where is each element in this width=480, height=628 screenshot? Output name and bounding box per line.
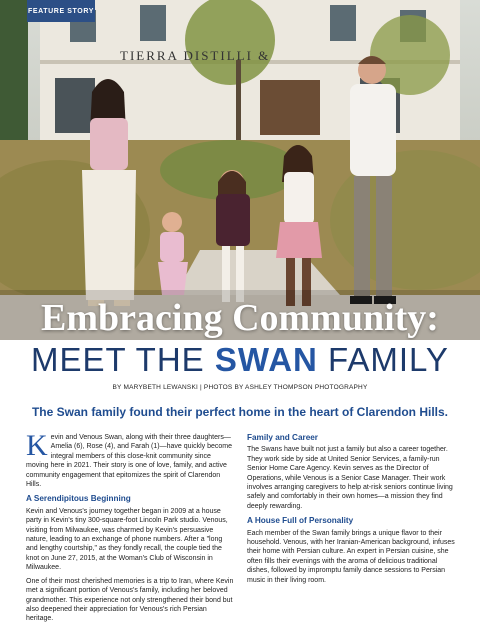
title-part1: MEET THE (31, 341, 215, 378)
article-title (0, 343, 480, 376)
section-heading-personality: A House Full of Personality (247, 516, 354, 526)
column-right (247, 433, 455, 589)
paragraph: Kevin and Venous's journey together began in 2009 at a house party in Kevin's tiny 300-square-foot Lincoln Park studio. Venous, visiting from Milwaukee, was charmed by Kevin's persuasive nature, leading to an exchange of phone numbers. After a "long and lengthy courtship," as they fondly recall, the couple tied the knot on June 27, 2015, at the Woman's Club of Wisconsin in Milwaukee. (26, 507, 228, 572)
title-part2: SWAN (214, 341, 318, 378)
paragraph: One of their most cherished memories is a trip to Iran, where Kevin met a significant portion of Venous's family, including her beloved grandmother. This experience not only strengthened their bond but also deepened their appreciation for Venous's rich Persian heritage. (26, 577, 234, 623)
paragraph: Each member of the Swan family brings a unique flavor to their household. Venous, with her Iranian-American background, infuses their home with Persian culture. An expert in Persian cuisine, she often fills their evenings with the aroma of delicious traditional dishes, followed by impromptu family dance sessions to Persian music in their living room. (247, 529, 455, 584)
section-heading-family-career: Family and Career (247, 433, 318, 442)
drop-cap: K (26, 429, 48, 462)
dek: The Swan family found their perfect home in the heart of Clarendon Hills. (31, 405, 449, 419)
paragraph: The Swans have built not just a family but also a career together. They work side by side at United Senior Services, a family-run Senior Home Care Agency. Kevin serves as the Director of Operations, while Venous is a Senior Case Manager. Their work involves arranging caregivers to help at-risk seniors continue living safely and comfortably in their own homes—a mission they find deeply rewarding. (247, 446, 453, 510)
intro-text: evin and Venous Swan, along with their three daughters—Amelia (6), Rose (4), and Farah (1)—have quickly become integral members of this close-knit community since moving here in 2021. Their story is one of love, family, and active community engagement that epitomizes the spirit of Clarendon Hills. (26, 434, 232, 489)
intro-paragraph (26, 429, 234, 489)
storefront-sign: TIERRA DISTILLI & (120, 48, 271, 63)
column-left (26, 429, 234, 628)
feature-story-badge: FEATURE STORY (27, 0, 95, 22)
title-part3: FAMILY (317, 341, 449, 378)
headline: Embracing Community: (41, 297, 439, 339)
byline: BY MARYBETH LEWANSKI | PHOTOS BY ASHLEY THOMPSON PHOTOGRAPHY (112, 384, 368, 391)
section-heading-beginning: A Serendipitous Beginning (26, 494, 131, 504)
